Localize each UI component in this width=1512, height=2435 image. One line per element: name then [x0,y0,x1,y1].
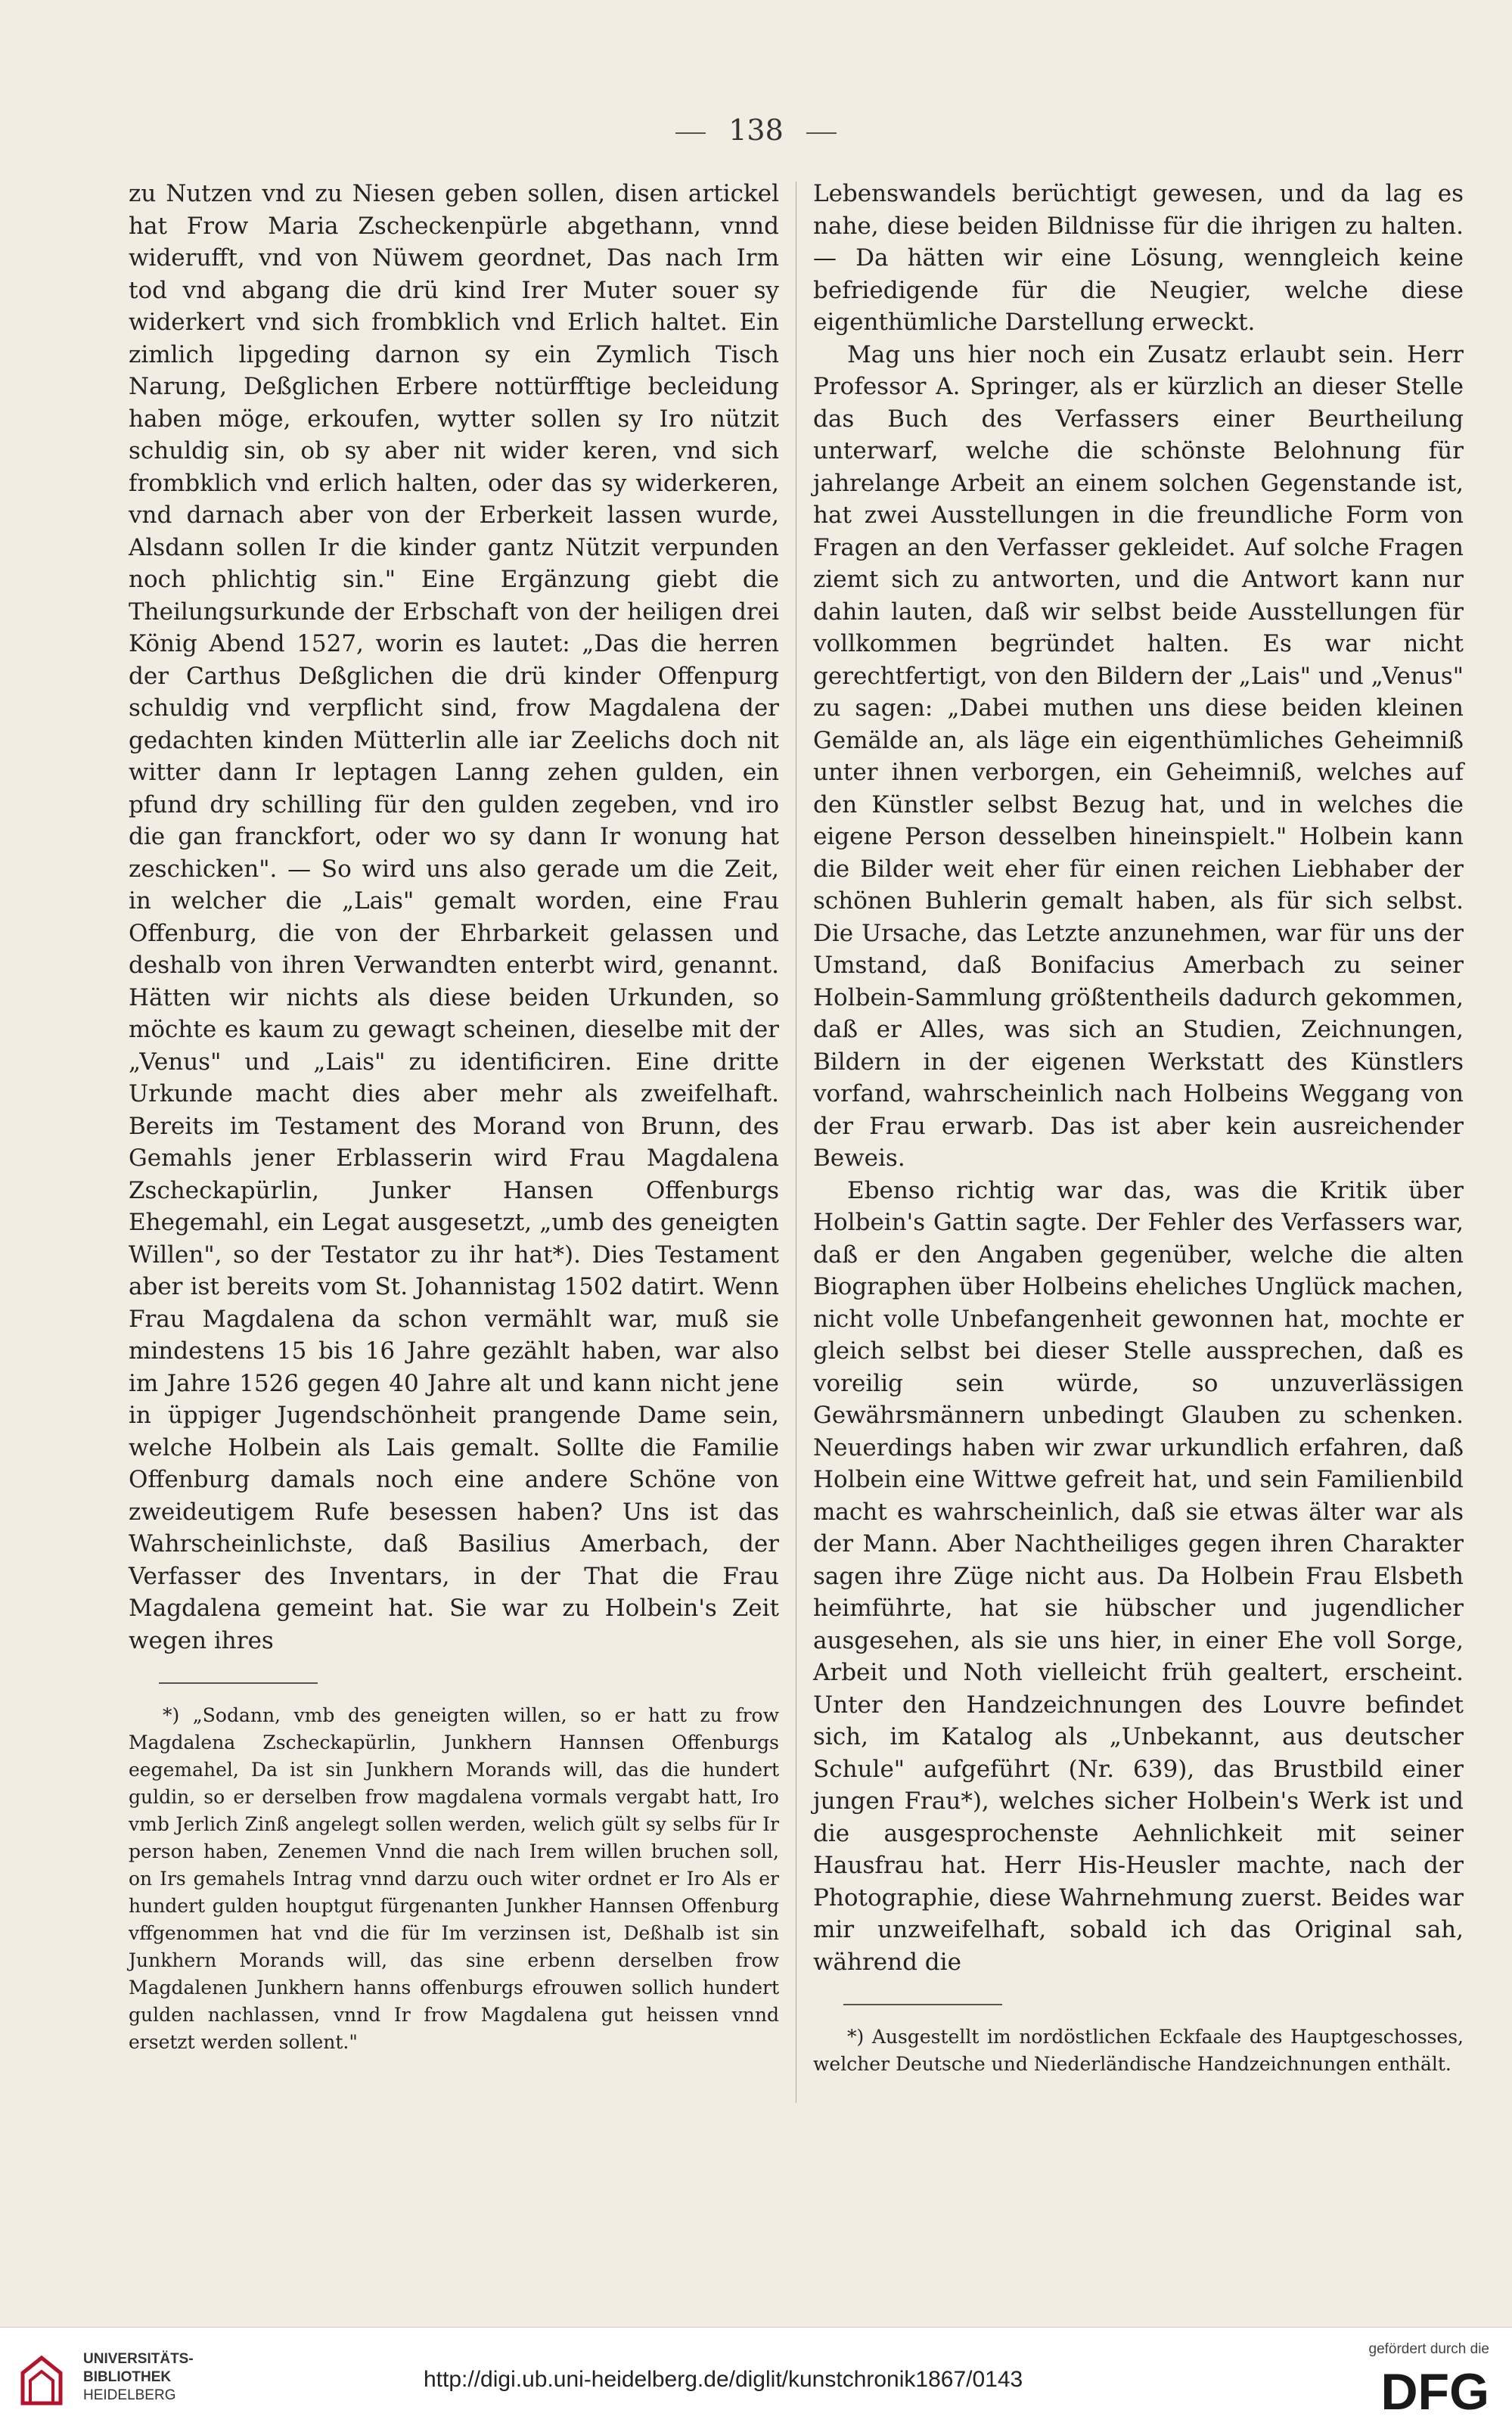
left-paragraph-1: zu Nutzen vnd zu Niesen geben sollen, disen artickel hat Frow Maria Zscheckenpürle abgethann, vnnd widerufft, vnd von Nüwem geordnet, Das nach Irm tod vnd abgang die drü kind Irer Muter souer sy widerkert vnd sich frombklich vnd Erlich haltet. Ein zimlich lipgeding darnon sy ein Zymlich Tisch Narung, Deßglichen Erbere nottürfftige becleidung haben möge, erkoufen, wytter sollen sy Iro nützit schuldig sin, ob sy aber nit wider keren, vnd sich frombklich vnd erlich halten, oder das sy widerkeren, vnd darnach aber von der Erberkeit lassen wurde, Alsdann sollen Ir die kinder gantz Nützit verpunden noch phlichtig sin." Eine Ergänzung giebt die Theilungsurkunde der Erbschaft von der heiligen drei König Abend 1527, worin es lautet: „Das die herren der Carthus Deßglichen die drü kinder Offenpurg schuldig vnd verpflicht sind, frow Magdalena der gedachten kinden Mütterlin alle iar Zeelichs doch nit witter dann Ir leptagen Lanng zehen gulden, ein pfund dry schilling für den gulden zegeben, vnd iro die gan franckfort, oder wo sy dann Ir wonung hat zeschicken". — So wird uns also gerade um die Zeit, in welcher die „Lais" gemalt worden, eine Frau Offenburg, die von der Ehrbarkeit gelassen und deshalb von ihren Verwandten enterbt wird, genannt. Hätten wir nichts als diese beiden Urkunden, so möchte es kaum zu gewagt scheinen, dieselbe mit der „Venus" und „Lais" zu identificiren. Eine dritte Urkunde macht dies aber mehr als zweifelhaft. Bereits im Testament des Morand von Brunn, des Gemahls jener Erblasserin wird Frau Magdalena Zscheckapürlin, Junker Hansen Offenburgs Ehegemahl, ein Legat ausgesetzt, „umb des geneigten Willen", so der Testator zu ihr hat*). Dies Testament aber ist bereits vom St. Johannistag 1502 datirt. Wenn Frau Magdalena da schon vermählt war, muß sie mindestens 15 bis 16 Jahre gezählt haben, war also im Jahre 1526 gegen 40 Jahre alt und kann nicht jene in üppiger Jugendschönheit prangende Dame sein, welche Holbein als Lais gemalt. Sollte die Familie Offenburg damals noch eine andere Schöne von zweideutigem Rufe besessen haben? Uns ist das Wahrscheinlichste, daß Basilius Amerbach, der Verfasser des Inventars, in der That die Frau Magdalena gemeint hat. Sie war zu Holbein's Zeit wegen ihres [129,180,779,1654]
right-paragraph-2: Mag uns hier noch ein Zusatz erlaubt sein. Herr Professor A. Springer, als er kürzlich an dieser Stelle das Buch des Verfassers einer Beurtheilung unterwarf, welche die schönste Belohnung für jahrelange Arbeit an einem solchen Gegenstande ist, hat zwei Ausstellungen in die freundliche Form von Fragen an den Verfasser gekleidet. Auf solche Fragen ziemt sich zu antworten, und die Antwort kann nur dahin lauten, daß wir selbst beide Ausstellungen für vollkommen begründet halten. Es war nicht gerechtfertigt, von den Bildern der „Lais" und „Venus" zu sagen: „Dabei muthen uns diese beiden kleinen Gemälde an, als läge ein eigenthümliches Geheimniß unter ihnen verborgen, ein Geheimniß, welches auf den Künstler selbst Bezug hat, und in welches die eigene Person desselben hineinspielt." Holbein kann die Bilder weit eher für einen reichen Liebhaber der schönen Buhlerin gemalt haben, als für sich selbst. Die Ursache, das Letzte anzunehmen, war für uns der Umstand, daß Bonifacius Amerbach zu seiner Holbein-Sammlung größtentheils dadurch gekommen, daß er Alles, was sich an Studien, Zeichnungen, Bildern in der eigenen Werkstatt des Künstlers vorfand, wahrscheinlich nach Holbeins Weggang von der Frau erwarb. Das ist aber kein ausreichender Beweis. [813,340,1464,1172]
institution-line-2: BIBLIOTHEK [83,2369,172,2385]
institution-name [83,2350,194,2405]
footer-bar [0,2327,1512,2435]
page-number: 138 [728,113,784,147]
header-dash-right [806,132,837,134]
university-library-logo [15,2350,68,2411]
left-footnote: *) „Sodann, vmb des geneigten willen, so er hatt zu frow Magdalena Zscheckapürlin, Junkhern Hannsen Offenburgs eegemahel, Da ist sin Junkhern Morands will, das die hundert guldin, so er derselben frow magdalena vormals vergabt hatt, Iro vmb Jerlich Zinß angelegt sollen werden, welich gült sy selbs für Ir person haben, Zenemen Vnnd die nach Irem willen bruchen soll, on Irs gemahels Intrag vnnd darzu ouch witer ordnet er Iro Als er hundert gulden houptgut fürgenanten Junkher Hannsen Offenburg vffgenommen hat vnd die für Im verzinsen ist, Deßhalb ist sin Junkhern Morands will, das sine erbenn derselben frow Magdalenen Junkhern hanns offenburgs efrouwen sollich hundert gulden nachlassen, vnnd Ir frow Magdalena gut heissen vnnd ersetzt werden sollent." [129,1704,779,2053]
right-paragraph-1: Lebenswandels berüchtigt gewesen, und da lag es nahe, diese beiden Bildnisse für die ihrigen zu halten. — Da hätten wir eine Lösung, wenngleich keine befriedigende für die Neugier, welche diese eigenthümliche Darstellung erweckt. [813,180,1464,336]
page-header [0,113,1512,159]
right-footnote-rule [843,2004,1002,2005]
left-column [129,178,779,2056]
left-footnote-rule [159,1682,318,1684]
right-footnote: *) Ausgestellt im nordöstlichen Eckfaale des Hauptgeschosses, welcher Deutsche und Niederländische Handzeichnungen enthält. [813,2026,1464,2075]
sponsor-label: gefördert durch die [1368,2341,1489,2357]
header-dash-left [675,132,706,134]
dfg-logo-text: DFG [1380,2364,1489,2417]
right-column [813,178,1464,2078]
sponsor-block [1338,2341,1489,2421]
dfg-logo [1338,2364,1489,2417]
institution-line-3: HEIDELBERG [83,2387,176,2403]
source-url-link[interactable]: http://digi.ub.uni-heidelberg.de/diglit/kunstchronik1867/0143 [424,2367,1023,2392]
right-paragraph-3: Ebenso richtig war das, was die Kritik über Holbein's Gattin sagte. Der Fehler des Verfassers war, daß er den Angaben gegenüber, welche die alten Biographen über Holbeins eheliches Unglück machen, nicht volle Unbefangenheit gewonnen hat, mochte er gleich selbst bei dieser Stelle aussprechen, daß es voreilig sein würde, so unzuverlässigen Gewährsmännern unbedingt Glauben zu schenken. Neuerdings haben wir zwar urkundlich erfahren, daß Holbein eine Wittwe gefreit hat, und sein Familienbild macht es wahrscheinlich, daß sie etwas älter war als der Mann. Aber Nachtheiliges gegen ihren Charakter sagen ihre Züge nicht aus. Da Holbein Frau Elsbeth heimführte, hat sie hübscher und jugendlicher ausgesehen, als sie uns hier, in einer Ehe voll Sorge, Arbeit und Noth vielleicht früh gealtert, erscheint. Unter den Handzeichnungen des Louvre befindet sich, im Katalog als „Unbekannt, aus deutscher Schule" aufgeführt (Nr. 639), das Brustbild einer jungen Frau*), welches sicher Holbein's Werk ist und die ausgesprochenste Aehnlichkeit mit seiner Hausfrau hat. Herr His-Heusler machte, nach der Photographie, diese Wahrnehmung zuerst. Beides war mir unzweifelhaft, sobald ich das Original sah, während die [813,1176,1464,1976]
institution-line-1: UNIVERSITÄTS- [83,2351,194,2367]
